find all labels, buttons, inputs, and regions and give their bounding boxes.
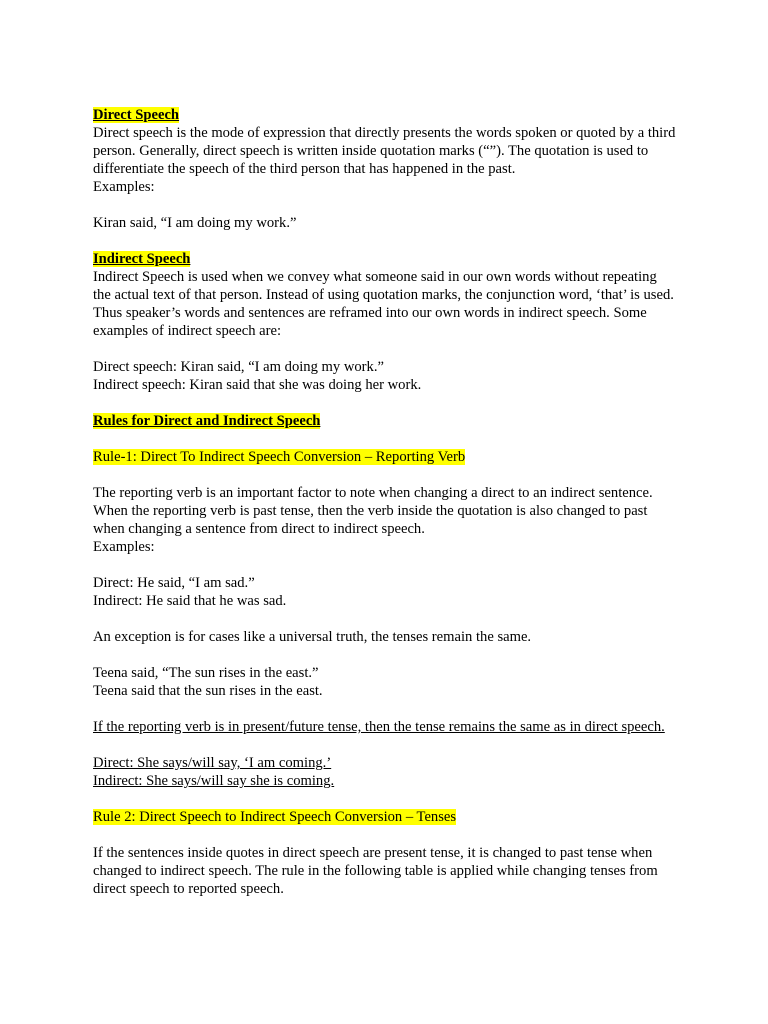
rule1-pf-indirect: Indirect: She says/will say she is coming. — [93, 773, 335, 789]
rule1-truth-indirect: Teena said that the sun rises in the east. — [93, 683, 323, 699]
rule2-heading — [93, 808, 677, 826]
rule2-heading-text: Rule 2: Direct Speech to Indirect Speech Conversion – Tenses — [93, 809, 457, 825]
direct-speech-examples-label: Examples: — [93, 179, 155, 195]
rule2-paragraph: If the sentences inside quotes in direct speech are present tense, it is changed to past tense when changed to indirect speech. The rule in the following table is applied while changing tenses from direct speech to reported speech. — [93, 845, 658, 897]
rules-heading-text: Rules for Direct and Indirect Speech — [93, 413, 321, 429]
rule1-examples-label: Examples: — [93, 539, 155, 555]
direct-speech-paragraph: Direct speech is the mode of expression that directly presents the words spoken or quoted by a third person. Generally, direct speech is written inside quotation marks (“”). The quotation is used to differentiate the speech of the third person that has happened in the past. — [93, 125, 676, 177]
rule1-pf-direct: Direct: She says/will say, ‘I am coming.’ — [93, 755, 332, 771]
indirect-speech-heading-text: Indirect Speech — [93, 251, 191, 267]
direct-speech-example: Kiran said, “I am doing my work.” — [93, 215, 297, 231]
direct-speech-heading — [93, 106, 677, 124]
indirect-speech-heading — [93, 250, 677, 268]
rules-heading — [93, 412, 677, 430]
rule1-paragraph: The reporting verb is an important factor to note when changing a direct to an indirect sentence. When the reporting verb is past tense, then the verb inside the quotation is also changed to past when changing a sentence from direct to indirect speech. — [93, 485, 653, 537]
indirect-speech-paragraph: Indirect Speech is used when we convey what someone said in our own words without repeating the actual text of that person. Instead of using quotation marks, the conjunction word, ‘that’ is used. Thus speaker’s words and sentences are reframed into our own words in indirect speech. Some examples of indirect speech are: — [93, 269, 674, 339]
rule1-example-indirect: Indirect: He said that he was sad. — [93, 593, 287, 609]
rule1-exception: An exception is for cases like a universal truth, the tenses remain the same. — [93, 629, 532, 645]
indirect-speech-example-indirect: Indirect speech: Kiran said that she was doing her work. — [93, 377, 422, 393]
rule1-truth-direct: Teena said, “The sun rises in the east.” — [93, 665, 319, 681]
direct-speech-heading-text: Direct Speech — [93, 107, 180, 123]
rule1-heading-text: Rule-1: Direct To Indirect Speech Conversion – Reporting Verb — [93, 449, 466, 465]
document-page — [93, 106, 677, 898]
rule1-example-direct: Direct: He said, “I am sad.” — [93, 575, 255, 591]
rule1-present-future-note: If the reporting verb is in present/future tense, then the tense remains the same as in direct speech. — [93, 719, 665, 735]
rule1-heading — [93, 448, 677, 466]
indirect-speech-example-direct: Direct speech: Kiran said, “I am doing my work.” — [93, 359, 384, 375]
